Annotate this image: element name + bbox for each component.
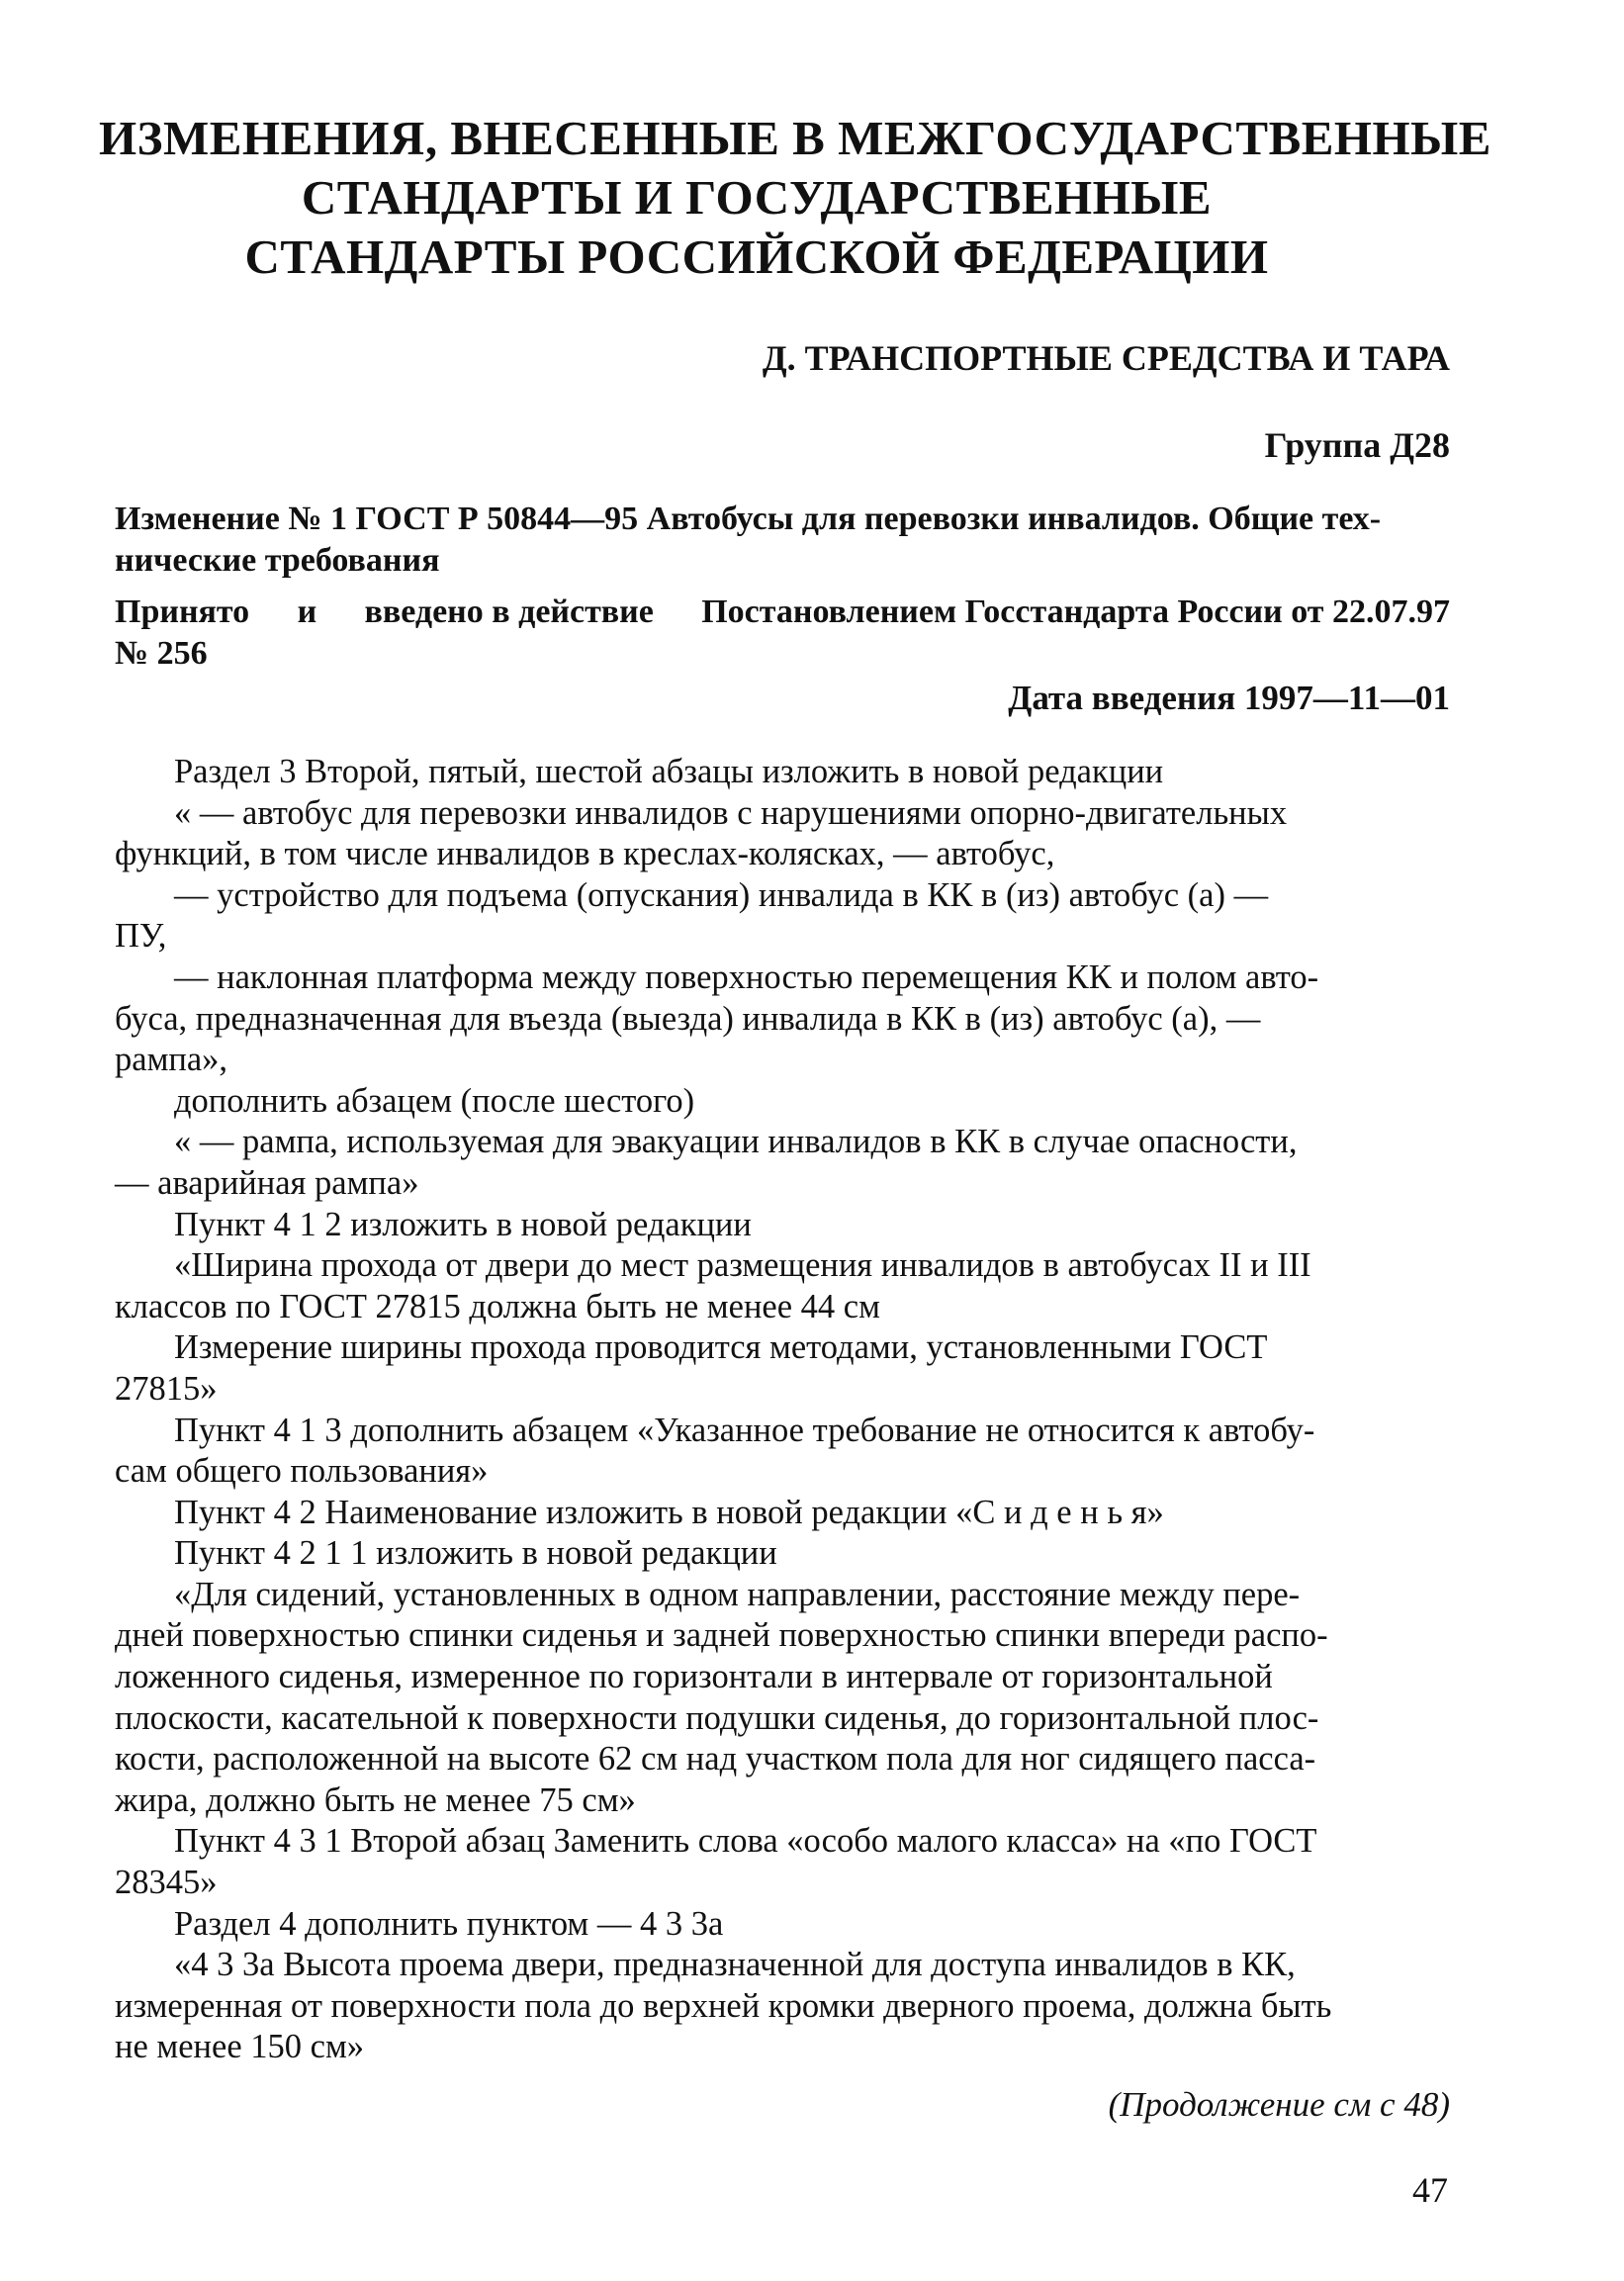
body-line: измеренная от поверхности пола до верхней кромки дверного проема, должна быть [115,1986,1332,2025]
body-line: «Для сидений, установленных в одном направлении, расстояние между пере- [174,1575,1301,1613]
body-line: — наклонная платформа между поверхностью перемещения КК и полом авто- [174,958,1319,996]
body-line: Раздел 4 дополнить пунктом — 4 3 3а [174,1904,724,1943]
body-line: « — автобус для перевозки инвалидов с нарушениями опорно-двигательных [174,793,1288,832]
adoption-line-1 [115,592,1450,633]
body-line: Раздел 3 Второй, пятый, шестой абзацы изложить в новой редакции [174,753,1164,790]
body-line: — аварийная рампа» [115,1163,419,1202]
body-line: Пункт 4 1 2 изложить в новой редакции [174,1205,752,1243]
body-line: дополнить абзацем (после шестого) [174,1081,695,1120]
page-number: 47 [1412,2170,1448,2210]
title-line-1: ИЗМЕНЕНИЯ, ВНЕСЕННЫЕ В МЕЖГОСУДАРСТВЕННЫЕ [99,111,1491,165]
body-line: жира, должно быть не менее 75 см» [115,1780,636,1819]
body-line: ПУ, [115,917,167,956]
body-line: Измерение ширины прохода проводится методами, установленными ГОСТ [174,1328,1268,1367]
body-line: кости, расположенной на высоте 62 см над участком пола для ног сидящего пасса- [115,1740,1316,1779]
adoption-word-1: Принято [115,593,250,630]
adoption-word-2: и [297,593,317,630]
body-line: сам общего пользования» [115,1452,489,1491]
introduction-date: Дата введения 1997—11—01 [1008,679,1450,717]
body-text [115,752,1452,2068]
amendment-line-2: нические требования [115,542,440,579]
body-line: 27815» [115,1369,218,1408]
amendment-line-1: Изменение № 1 ГОСТ Р 50844—95 Автобусы для перевозки инвалидов. Общие тех- [115,501,1382,537]
document-title [99,109,1491,287]
title-line-2: СТАНДАРТЫ И ГОСУДАРСТВЕННЫЕ [301,170,1213,225]
body-line: Пункт 4 1 3 дополнить абзацем «Указанное требование не относится к автобу- [174,1411,1315,1449]
body-line: буса, предназначенная для въезда (выезда) инвалида в КК в (из) автобус (а), — [115,999,1261,1038]
adoption-word-3: введено в действие [364,593,654,630]
continuation-note: (Продолжение см с 48) [1108,2085,1450,2124]
body-line: Пункт 4 2 Наименование изложить в новой редакции «С и д е н ь я» [174,1493,1164,1531]
body-line: « — рампа, используемая для эвакуации инвалидов в КК в случае опасности, [174,1123,1298,1161]
adoption-word-4: Постановлением Госстандарта России от 22.07.97 [701,593,1450,630]
body-line: «4 3 3а Высота проема двери, предназначенной для доступа инвалидов в КК, [174,1946,1296,1984]
body-line: Пункт 4 3 1 Второй абзац Заменить слова «особо малого класса» на «по ГОСТ [174,1822,1317,1861]
adoption-line-2: № 256 [115,635,208,672]
group-label: Группа Д28 [1264,425,1450,465]
amendment-title [115,499,1450,582]
body-line: «Ширина прохода от двери до мест размещения инвалидов в автобусах II и III [174,1246,1311,1285]
section-heading: Д. ТРАНСПОРТНЫЕ СРЕДСТВА И ТАРА [762,338,1450,378]
body-line: рампа», [115,1041,228,1079]
body-line: — устройство для подъема (опускания) инвалида в КК в (из) автобус (а) — [174,875,1269,914]
body-line: функций, в том числе инвалидов в креслах-колясках, — автобус, [115,835,1055,873]
title-line-3: СТАНДАРТЫ РОССИЙСКОЙ ФЕДЕРАЦИИ [244,229,1269,284]
body-line: 28345» [115,1864,218,1902]
adoption-note [115,592,1450,675]
body-line: дней поверхностью спинки сиденья и задней поверхностью спинки впереди распо- [115,1616,1328,1655]
body-line: ложенного сиденья, измеренное по горизонтали в интервале от горизонтальной [115,1658,1273,1696]
body-line: не менее 150 см» [115,2028,365,2066]
body-line: Пункт 4 2 1 1 изложить в новой редакции [174,1534,777,1573]
body-line: плоскости, касательной к поверхности подушки сиденья, до горизонтальной плос- [115,1698,1319,1737]
body-line: классов по ГОСТ 27815 должна быть не менее 44 см [115,1287,880,1325]
